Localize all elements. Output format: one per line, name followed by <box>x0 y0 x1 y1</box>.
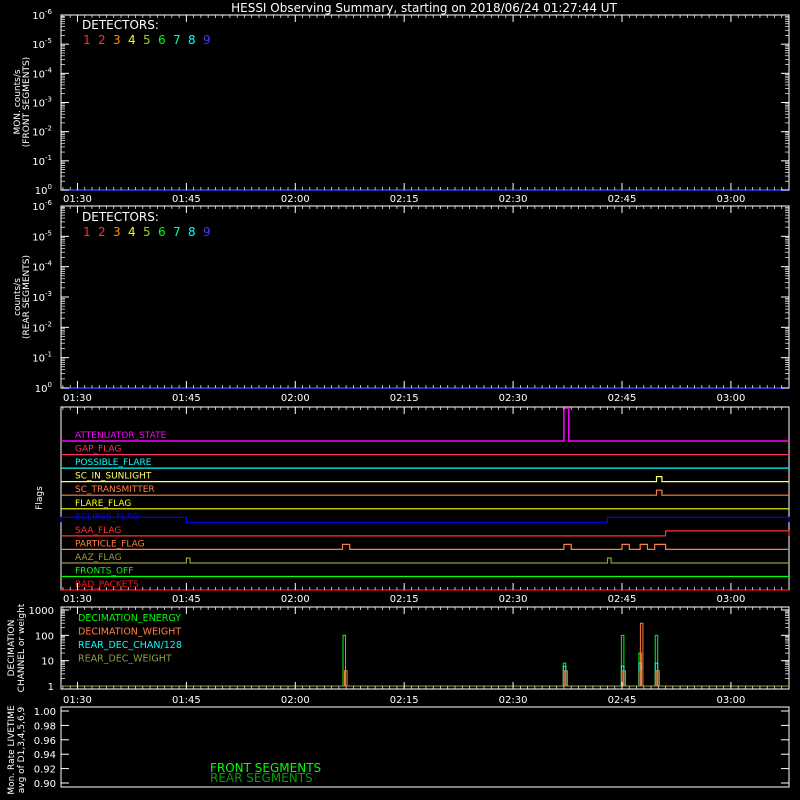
y-tick-base: 10 <box>32 127 46 139</box>
y-tick-exponent: -6 <box>45 199 52 207</box>
time-tick-label: 02:15 <box>389 393 419 404</box>
time-tick-label: 01:30 <box>63 194 92 205</box>
y-tick-label: 0.94 <box>33 750 56 762</box>
y-tick-exponent: -3 <box>45 290 52 298</box>
y-tick-base: 10 <box>34 186 48 197</box>
flag-label-attenuator-state: ATTENUATOR_STATE <box>75 431 167 441</box>
flag-label-particle-flag: PARTICLE_FLAG <box>75 539 145 550</box>
flag-label-flare-flag: FLARE_FLAG <box>75 498 132 509</box>
front-ylabel-1: MON. counts/s <box>13 69 23 135</box>
y-tick-label: 100 <box>34 631 54 643</box>
y-tick-exponent: -4 <box>45 259 52 268</box>
y-tick-exponent: -5 <box>45 37 52 46</box>
rear-ylabel-1: counts/s <box>13 278 23 316</box>
detector-number-4: 4 <box>128 225 136 239</box>
time-tick-label: 02:30 <box>498 194 528 205</box>
detector-number-1: 1 <box>83 225 91 239</box>
detector-number-7: 7 <box>173 33 181 47</box>
legend-front-segments: FRONT SEGMENTS <box>210 761 322 775</box>
y-tick-base: 10 <box>32 323 46 335</box>
flag-label-sc-transmitter: SC_TRANSMITTER <box>75 485 155 496</box>
time-tick-label: 01:45 <box>171 194 201 205</box>
decimation-legend-item: DECIMATION_ENERGY <box>78 613 182 624</box>
y-tick-base: 10 <box>32 11 46 22</box>
y-tick-base: 10 <box>32 69 46 81</box>
time-tick-label: 02:00 <box>280 393 310 404</box>
front-ylabel-2: (FRONT SEGMENTS) <box>22 56 32 148</box>
livetime-ylabel-2: avg of D1,3,4,5,6,9 <box>17 706 27 794</box>
time-tick-label: 02:30 <box>498 695 528 706</box>
time-tick-label: 02:00 <box>280 194 310 205</box>
front-detector-legend <box>83 33 211 47</box>
decimation-legend-item: REAR_DEC_WEIGHT <box>78 653 172 665</box>
y-tick-exponent: -5 <box>45 229 52 238</box>
flags-ylabel: Flags <box>35 486 45 510</box>
y-tick-base: 10 <box>32 353 46 365</box>
time-tick-label: 03:00 <box>716 393 746 404</box>
detector-number-9: 9 <box>203 33 211 47</box>
flag-label-saa-flag: SAA_FLAG <box>75 525 122 536</box>
time-tick-label: 02:30 <box>498 393 528 404</box>
y-tick-base: 10 <box>32 98 46 110</box>
y-tick-base: 10 <box>32 232 46 244</box>
y-tick-base: 10 <box>32 156 46 168</box>
detector-number-2: 2 <box>98 225 106 239</box>
flag-label-possible-flare: POSSIBLE_FLARE <box>75 458 152 469</box>
y-tick-label: 0.98 <box>33 721 56 733</box>
decimation-legend-item: DECIMATION_WEIGHT <box>78 626 182 638</box>
time-tick-label: 02:15 <box>389 194 419 205</box>
flag-label-gap-flag: GAP_FLAG <box>75 444 122 455</box>
y-tick-label: 1 <box>47 682 54 693</box>
y-tick-exponent: -4 <box>45 66 52 75</box>
time-tick-label: 01:45 <box>171 594 201 605</box>
detector-number-4: 4 <box>128 33 136 47</box>
figure-title: HESSI Observing Summary, starting on 2018/06/24 01:27:44 UT <box>231 1 617 15</box>
time-tick-label: 01:45 <box>171 695 201 706</box>
legend-rear-segments: REAR SEGMENTS <box>210 771 313 785</box>
y-tick-exponent: 0 <box>47 183 52 191</box>
rear-detector-legend <box>83 225 211 239</box>
detector-number-5: 5 <box>143 33 151 47</box>
time-tick-label: 02:00 <box>280 594 310 605</box>
time-tick-label: 01:30 <box>63 594 92 605</box>
time-tick-label: 02:45 <box>607 194 637 205</box>
detector-number-8: 8 <box>188 33 196 47</box>
time-tick-label: 01:45 <box>171 393 201 404</box>
detector-number-8: 8 <box>188 225 196 239</box>
time-tick-label: 02:45 <box>607 695 637 706</box>
detector-number-6: 6 <box>158 33 166 47</box>
y-tick-label: 0.92 <box>33 764 56 776</box>
time-tick-label: 01:30 <box>63 393 92 404</box>
y-tick-base: 10 <box>34 384 48 395</box>
y-tick-exponent: 0 <box>47 381 52 389</box>
y-tick-label: 10 <box>41 656 54 668</box>
rear-detectors-label: DETECTORS: <box>82 210 159 224</box>
livetime-ylabel-1: Mon. Rate LIVETIME <box>7 705 17 795</box>
decimation-legend-item: REAR_DEC_CHAN/128 <box>78 640 182 651</box>
time-tick-label: 02:15 <box>389 594 419 605</box>
detector-number-2: 2 <box>98 33 106 47</box>
flag-label-aaz-flag: AAZ_FLAG <box>75 552 122 563</box>
detector-number-3: 3 <box>113 33 121 47</box>
y-tick-base: 10 <box>32 293 46 304</box>
detector-number-9: 9 <box>203 225 211 239</box>
y-tick-label: 1.00 <box>33 707 56 718</box>
time-tick-label: 02:30 <box>498 594 528 605</box>
y-tick-base: 10 <box>32 202 46 213</box>
y-tick-exponent: -1 <box>45 153 52 162</box>
flag-label-sc-in-sunlight: SC_IN_SUNLIGHT <box>75 471 152 482</box>
time-tick-label: 01:30 <box>63 695 92 706</box>
y-tick-label: 0.96 <box>33 735 56 747</box>
y-tick-exponent: -1 <box>45 350 52 359</box>
rear-ylabel-2: (REAR SEGMENTS) <box>22 254 32 340</box>
y-tick-exponent: -2 <box>45 320 52 329</box>
flag-label-bad-packets: BAD_PACKETS <box>75 580 139 591</box>
flag-label-fronts-off: FRONTS_OFF <box>75 566 134 577</box>
detector-number-6: 6 <box>158 225 166 239</box>
y-tick-base: 10 <box>32 262 46 274</box>
y-tick-label: 0.90 <box>33 779 56 790</box>
time-tick-label: 03:00 <box>716 695 746 706</box>
time-tick-label: 02:45 <box>607 594 637 605</box>
time-tick-label: 02:45 <box>607 393 637 404</box>
decimation-ylabel-1: DECIMATION <box>7 619 17 677</box>
y-tick-label: 1000 <box>28 606 54 617</box>
y-tick-exponent: -6 <box>45 8 52 16</box>
detector-number-5: 5 <box>143 225 151 239</box>
y-tick-base: 10 <box>32 40 46 52</box>
detector-number-3: 3 <box>113 225 121 239</box>
flag-label-eclipse-flag: ECLIPSE_FLAG <box>75 512 140 523</box>
detector-number-1: 1 <box>83 33 91 47</box>
detector-number-7: 7 <box>173 225 181 239</box>
y-tick-exponent: -3 <box>45 95 52 104</box>
time-tick-label: 03:00 <box>716 594 746 605</box>
y-tick-exponent: -2 <box>45 124 52 133</box>
time-tick-label: 03:00 <box>716 194 746 205</box>
time-tick-label: 02:00 <box>280 695 310 706</box>
front-detectors-label: DETECTORS: <box>82 18 159 32</box>
time-tick-label: 02:15 <box>389 695 419 706</box>
decimation-ylabel-2: CHANNEL or weight <box>17 603 27 693</box>
